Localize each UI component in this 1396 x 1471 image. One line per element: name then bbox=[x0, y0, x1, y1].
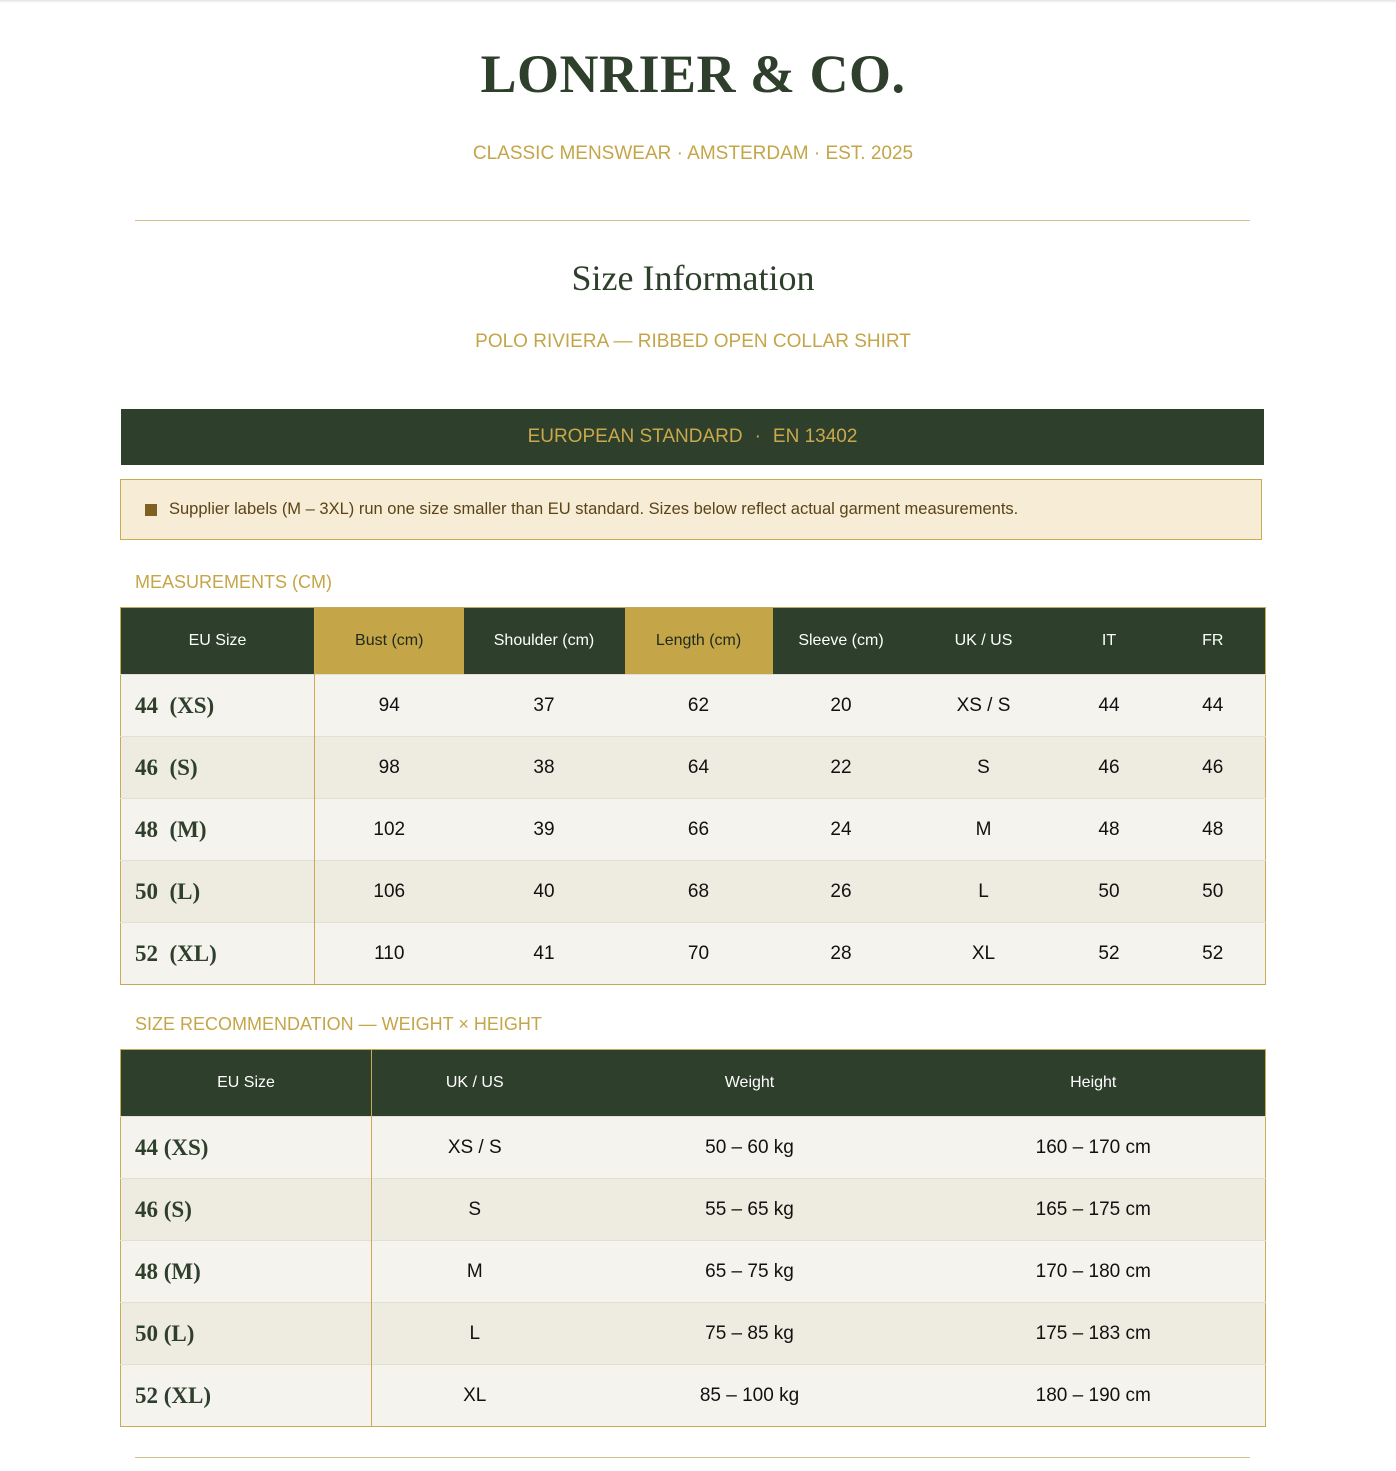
eu-size-cell: 46 (S) bbox=[121, 737, 315, 799]
recommendation-table bbox=[120, 1049, 1266, 1427]
column-header-uk-us: UK / US bbox=[372, 1050, 578, 1117]
weight-cell: 55 – 65 kg bbox=[578, 1179, 922, 1241]
column-header-fr: FR bbox=[1161, 608, 1266, 675]
uk-us-cell: XS / S bbox=[910, 675, 1058, 737]
eu-size-cell: 48 (M) bbox=[121, 799, 315, 861]
sleeve-cell: 20 bbox=[773, 675, 910, 737]
measurements-header-row bbox=[121, 608, 1266, 675]
bust-cell: 94 bbox=[315, 675, 464, 737]
column-header-sleeve: Sleeve (cm) bbox=[773, 608, 910, 675]
standard-banner bbox=[121, 409, 1264, 465]
column-header-weight: Weight bbox=[578, 1050, 922, 1117]
footer-divider bbox=[135, 1457, 1250, 1458]
height-cell: 165 – 175 cm bbox=[922, 1179, 1266, 1241]
square-bullet-icon bbox=[145, 504, 157, 516]
uk-us-cell: L bbox=[372, 1303, 578, 1365]
fr-cell: 52 bbox=[1161, 923, 1266, 985]
eu-size-cell: 50 (L) bbox=[121, 1303, 372, 1365]
it-cell: 52 bbox=[1058, 923, 1161, 985]
recommendation-heading: SIZE RECOMMENDATION — WEIGHT × HEIGHT bbox=[135, 1014, 542, 1034]
table-row bbox=[121, 923, 1266, 985]
eu-size-cell: 52 (XL) bbox=[121, 923, 315, 985]
height-cell: 160 – 170 cm bbox=[922, 1117, 1266, 1179]
shoulder-cell: 38 bbox=[464, 737, 625, 799]
page-title: Size Information bbox=[571, 258, 815, 298]
length-cell: 70 bbox=[625, 923, 773, 985]
uk-us-cell: XL bbox=[372, 1365, 578, 1427]
sleeve-cell: 22 bbox=[773, 737, 910, 799]
weight-cell: 75 – 85 kg bbox=[578, 1303, 922, 1365]
fr-cell: 48 bbox=[1161, 799, 1266, 861]
length-cell: 64 bbox=[625, 737, 773, 799]
fr-cell: 44 bbox=[1161, 675, 1266, 737]
recommendation-header-row bbox=[121, 1050, 1266, 1117]
height-cell: 180 – 190 cm bbox=[922, 1365, 1266, 1427]
weight-cell: 85 – 100 kg bbox=[578, 1365, 922, 1427]
table-row bbox=[121, 1241, 1266, 1303]
measurements-table bbox=[120, 607, 1266, 985]
table-row bbox=[121, 799, 1266, 861]
table-row bbox=[121, 1303, 1266, 1365]
table-row bbox=[121, 861, 1266, 923]
shoulder-cell: 41 bbox=[464, 923, 625, 985]
length-cell: 62 bbox=[625, 675, 773, 737]
bust-cell: 98 bbox=[315, 737, 464, 799]
weight-cell: 50 – 60 kg bbox=[578, 1117, 922, 1179]
weight-cell: 65 – 75 kg bbox=[578, 1241, 922, 1303]
eu-size-cell: 50 (L) bbox=[121, 861, 315, 923]
standard-code: EN 13402 bbox=[772, 426, 858, 447]
fr-cell: 46 bbox=[1161, 737, 1266, 799]
sleeve-cell: 28 bbox=[773, 923, 910, 985]
column-header-eu-size: EU Size bbox=[121, 608, 315, 675]
column-header-uk-us: UK / US bbox=[910, 608, 1058, 675]
standard-label: EUROPEAN STANDARD bbox=[527, 426, 743, 447]
window-top-edge bbox=[0, 0, 1396, 3]
uk-us-cell: S bbox=[372, 1179, 578, 1241]
uk-us-cell: XS / S bbox=[372, 1117, 578, 1179]
uk-us-cell: M bbox=[910, 799, 1058, 861]
eu-size-cell: 52 (XL) bbox=[121, 1365, 372, 1427]
table-row bbox=[121, 675, 1266, 737]
uk-us-cell: L bbox=[910, 861, 1058, 923]
measurements-heading: MEASUREMENTS (CM) bbox=[135, 572, 332, 592]
column-header-height: Height bbox=[922, 1050, 1266, 1117]
notice-text: Supplier labels (M – 3XL) run one size smaller than EU standard. Sizes below reflect actual garment measurements. bbox=[169, 500, 1019, 518]
eu-size-cell: 44 (XS) bbox=[121, 675, 315, 737]
sleeve-cell: 24 bbox=[773, 799, 910, 861]
eu-size-cell: 44 (XS) bbox=[121, 1117, 372, 1179]
product-name: POLO RIVIERA — RIBBED OPEN COLLAR SHIRT bbox=[475, 331, 911, 352]
length-cell: 68 bbox=[625, 861, 773, 923]
uk-us-cell: S bbox=[910, 737, 1058, 799]
brand-title: LONRIER & CO. bbox=[480, 44, 906, 104]
table-row bbox=[121, 737, 1266, 799]
it-cell: 44 bbox=[1058, 675, 1161, 737]
height-cell: 175 – 183 cm bbox=[922, 1303, 1266, 1365]
uk-us-cell: M bbox=[372, 1241, 578, 1303]
it-cell: 48 bbox=[1058, 799, 1161, 861]
column-header-it: IT bbox=[1058, 608, 1161, 675]
supplier-notice bbox=[120, 479, 1262, 540]
column-header-bust: Bust (cm) bbox=[315, 608, 464, 675]
bust-cell: 110 bbox=[315, 923, 464, 985]
it-cell: 50 bbox=[1058, 861, 1161, 923]
standard-separator: · bbox=[754, 426, 761, 447]
it-cell: 46 bbox=[1058, 737, 1161, 799]
bust-cell: 106 bbox=[315, 861, 464, 923]
header-divider bbox=[135, 220, 1250, 221]
shoulder-cell: 39 bbox=[464, 799, 625, 861]
eu-size-cell: 48 (M) bbox=[121, 1241, 372, 1303]
column-header-length: Length (cm) bbox=[625, 608, 773, 675]
table-row bbox=[121, 1179, 1266, 1241]
height-cell: 170 – 180 cm bbox=[922, 1241, 1266, 1303]
length-cell: 66 bbox=[625, 799, 773, 861]
uk-us-cell: XL bbox=[910, 923, 1058, 985]
bust-cell: 102 bbox=[315, 799, 464, 861]
sleeve-cell: 26 bbox=[773, 861, 910, 923]
column-header-shoulder: Shoulder (cm) bbox=[464, 608, 625, 675]
fr-cell: 50 bbox=[1161, 861, 1266, 923]
shoulder-cell: 40 bbox=[464, 861, 625, 923]
eu-size-cell: 46 (S) bbox=[121, 1179, 372, 1241]
column-header-eu-size: EU Size bbox=[121, 1050, 372, 1117]
brand-tagline: CLASSIC MENSWEAR · AMSTERDAM · EST. 2025 bbox=[472, 143, 914, 164]
table-row bbox=[121, 1117, 1266, 1179]
table-row bbox=[121, 1365, 1266, 1427]
shoulder-cell: 37 bbox=[464, 675, 625, 737]
